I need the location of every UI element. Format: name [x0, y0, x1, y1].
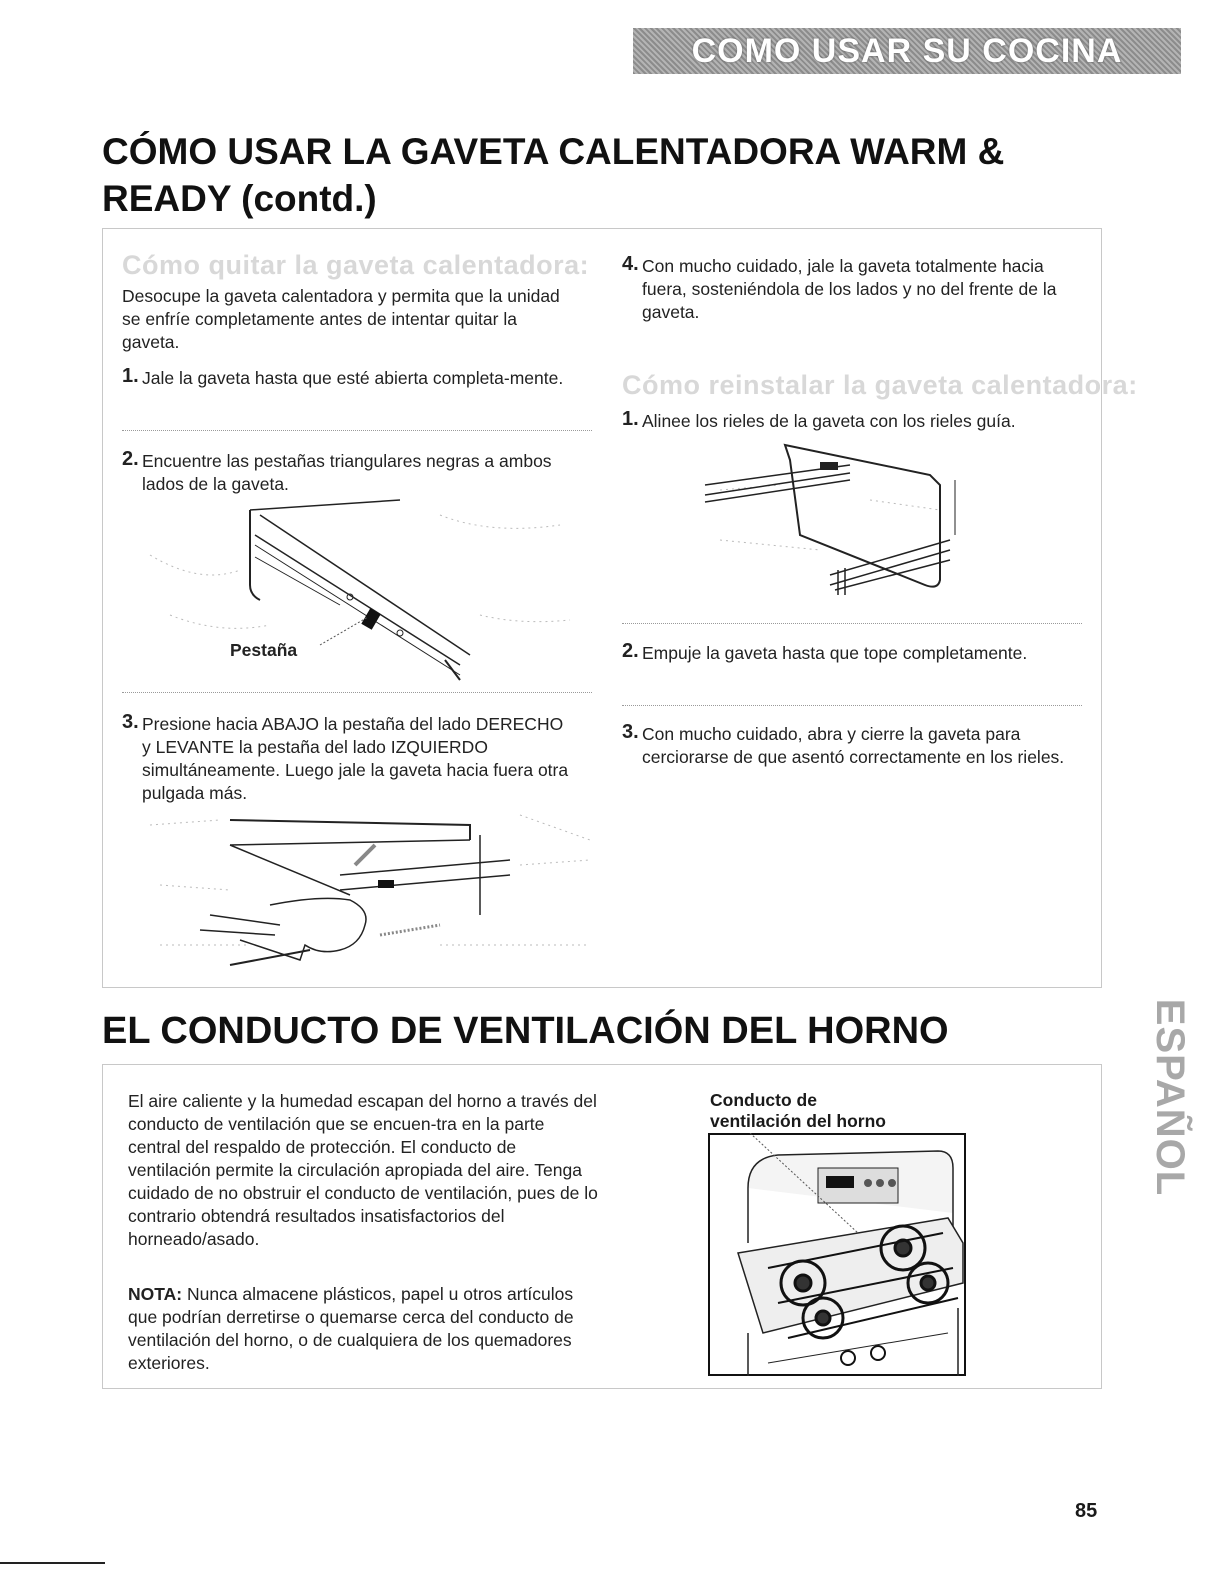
- vent-body: El aire caliente y la humedad escapan del horno a través del conducto de ventilación que se encuen-tra en la parte central del respaldo de protección. El conducto de ventilación permite la circulación apropiada del aire. Tenga cuidado de no obstruir el conducto de ventilación, pues de lo contrario obtendrá resultados insatisfactorios del horneado/asado.: [128, 1091, 598, 1249]
- remove-intro: Desocupe la gaveta calentadora y permita que la unidad se enfríe completamente antes de intentar quitar la gaveta.: [122, 286, 560, 352]
- step-text: Alinee los rieles de la gaveta con los rieles guía.: [642, 411, 1016, 431]
- divider: [622, 705, 1082, 706]
- vent-heading: EL CONDUCTO DE VENTILACIÓN DEL HORNO: [102, 1010, 949, 1052]
- banner-text: COMO USAR SU COCINA: [691, 31, 1123, 70]
- step-number: 4.: [622, 253, 639, 275]
- step-number: 3.: [622, 721, 639, 743]
- rail-alignment-illustration: [700, 440, 980, 600]
- reinstall-heading: Cómo reinstalar la gaveta calentadora:: [622, 370, 1138, 400]
- step-text: Encuentre las pestañas triangulares negras a ambos lados de la gaveta.: [142, 451, 552, 494]
- pull-drawer-illustration: [140, 805, 600, 970]
- language-tab-text: ESPAÑOL: [1148, 998, 1193, 1197]
- language-tab: [1148, 975, 1193, 1220]
- step-number: 2.: [122, 448, 139, 470]
- section-banner: [633, 28, 1181, 74]
- step-number: 3.: [122, 711, 139, 733]
- divider: [622, 623, 1082, 624]
- reinstall-step-1: [622, 410, 1092, 433]
- step-number: 1.: [122, 365, 139, 387]
- step-number: 1.: [622, 408, 639, 430]
- page-number: 85: [1075, 1500, 1098, 1522]
- drawer-tab-illustration: [140, 495, 590, 685]
- reinstall-step-3: [622, 723, 1072, 769]
- vent-note: [128, 1283, 588, 1375]
- remove-step-3: [122, 713, 572, 805]
- remove-step-1: [122, 367, 592, 390]
- divider: [122, 430, 592, 431]
- step-number: 2.: [622, 640, 639, 662]
- step-text: Con mucho cuidado, jale la gaveta totalmente hacia fuera, sosteniéndola de los lados y no del frente de la gaveta.: [642, 256, 1057, 322]
- page-title: CÓMO USAR LA GAVETA CALENTADORA WARM & READY (contd.): [102, 131, 1005, 219]
- note-text: Nunca almacene plásticos, papel u otros artículos que podrían derretirse o quemarse cerca del conducto de ventilación del horno, o de cualquiera de los quemadores exteriores.: [128, 1284, 574, 1373]
- step-text: Jale la gaveta hasta que esté abierta completa-mente.: [142, 368, 564, 388]
- vent-figure-label: [710, 1090, 886, 1132]
- vent-label-line2: ventilación del horno: [710, 1111, 886, 1131]
- remove-step-4: [622, 255, 1082, 324]
- vent-label-line1: Conducto de: [710, 1090, 817, 1110]
- footer-rule: [0, 1562, 105, 1564]
- remove-heading: Cómo quitar la gaveta calentadora:: [122, 250, 590, 280]
- step-text: Presione hacia ABAJO la pestaña del lado DERECHO y LEVANTE la pestaña del lado IZQUIERDO simultáneamente. Luego jale la gaveta hacia fuera otra pulgada más.: [142, 714, 569, 803]
- remove-step-2: [122, 450, 582, 496]
- tab-label: Pestaña: [230, 640, 298, 660]
- reinstall-step-2: [622, 642, 1062, 665]
- divider: [122, 692, 592, 693]
- range-vent-illustration: [708, 1133, 966, 1376]
- step-text: Con mucho cuidado, abra y cierre la gaveta para cerciorarse de que asentó correctamente en los rieles.: [642, 724, 1065, 767]
- step-text: Empuje la gaveta hasta que tope completamente.: [642, 643, 1028, 663]
- note-label: NOTA:: [128, 1284, 183, 1304]
